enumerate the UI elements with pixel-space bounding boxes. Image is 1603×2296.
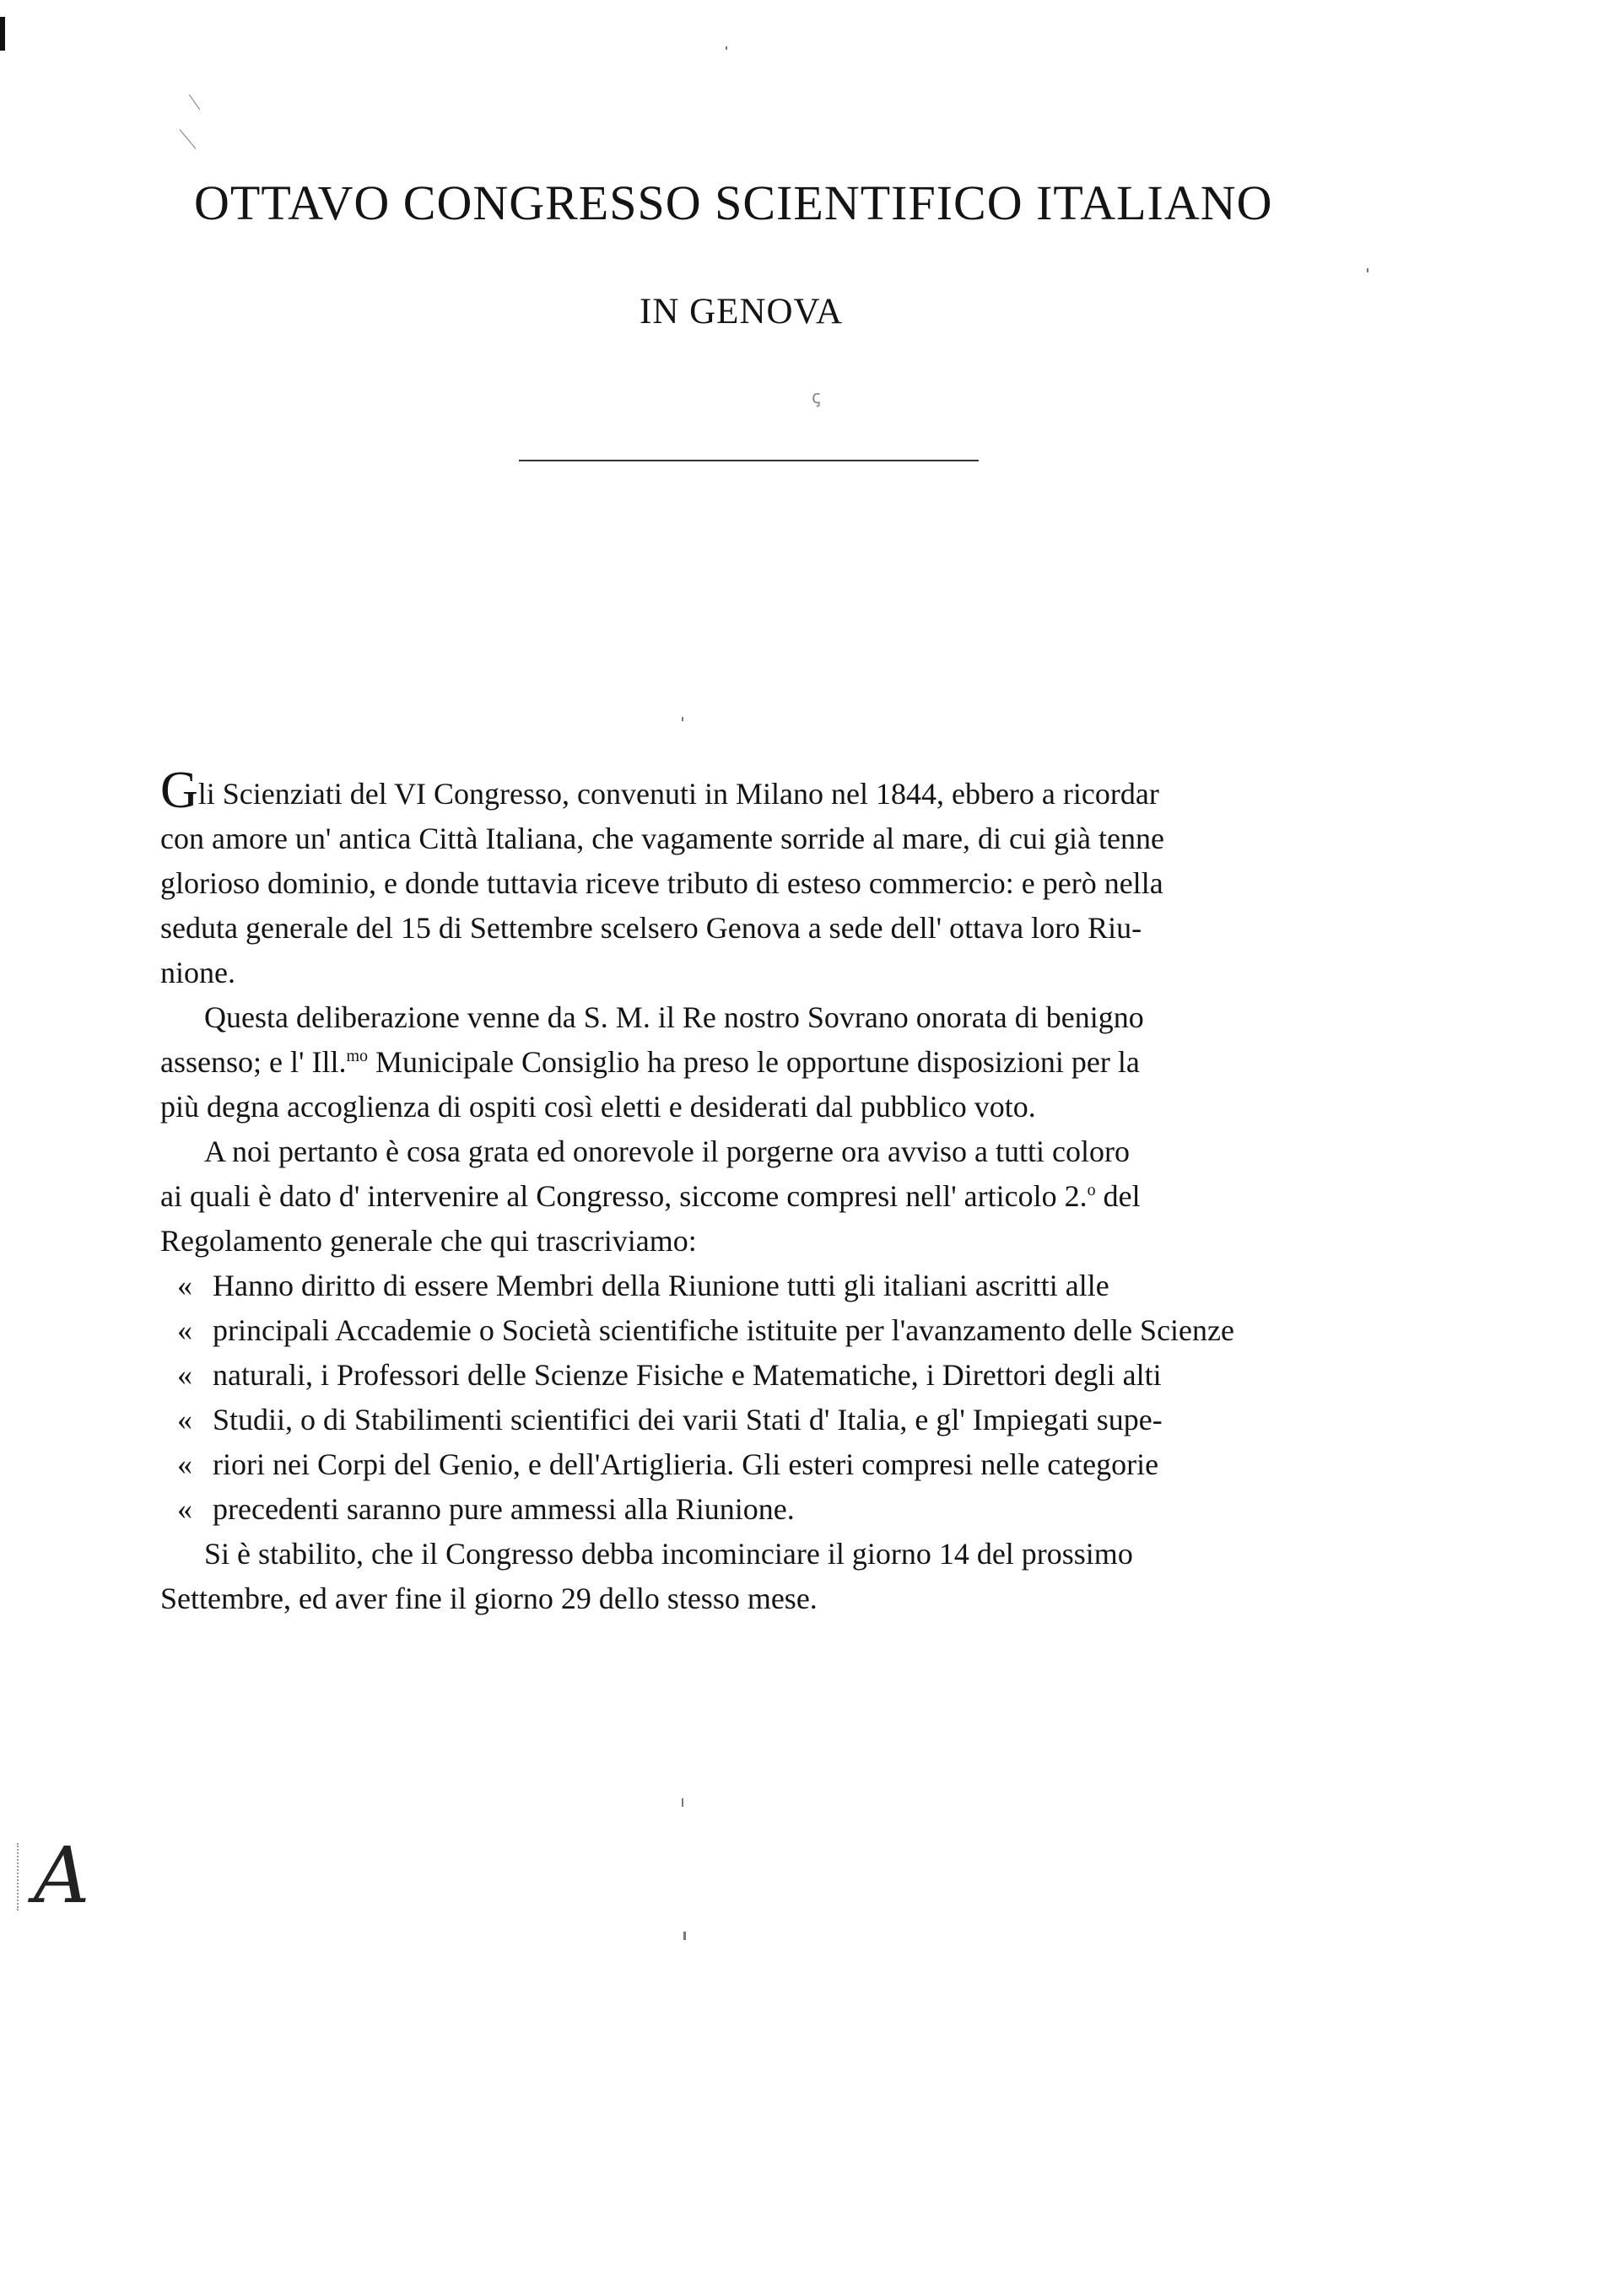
quote-mark: « (177, 1447, 192, 1481)
text-line-content: li Scienziati del VI Congresso, convenuti in Milano nel 1844, ebbero a ricordar (197, 777, 1159, 811)
text-line-content: A noi pertanto è cosa grata ed onorevole il porgerne ora avviso a tutti coloro (204, 1135, 1130, 1168)
text-line-content: Hanno diritto di essere Membri della Riunione tutti gli italiani ascritti alle (213, 1269, 1109, 1302)
text-line: più degna accoglienza di ospiti così eletti e desiderati dal pubblico voto. (160, 1090, 1036, 1124)
quote-line (160, 1353, 1341, 1398)
text-line: seduta generale del 15 di Settembre scelsero Genova a sede dell' ottava loro Riu- (160, 911, 1142, 945)
quote-mark: « (177, 1313, 192, 1347)
text-line (160, 1040, 1341, 1085)
ink-speck (682, 717, 683, 721)
text-line: nione. (160, 956, 235, 989)
paragraph-announcement (160, 762, 1341, 995)
quote-mark: « (177, 1492, 192, 1526)
text-line-content: Studii, o di Stabilimenti scientifici dei varii Stati d' Italia, e gl' Impiegati supe- (213, 1403, 1163, 1436)
text-line-content: Municipale Consiglio ha preso le opportune disposizioni per la (368, 1045, 1140, 1079)
text-line-content: ai quali è dato d' intervenire al Congresso, siccome compresi nell' articolo 2. (160, 1179, 1088, 1213)
document-subtitle: IN GENOVA (640, 292, 844, 331)
ink-speck (682, 1798, 683, 1807)
drop-cap: G (160, 762, 198, 819)
quote-line (160, 1442, 1341, 1487)
ink-speck (1367, 268, 1368, 272)
quote-line (160, 1398, 1341, 1442)
text-line-content: precedenti saranno pure ammessi alla Riunione. (213, 1492, 795, 1526)
superscript: mo (346, 1047, 369, 1065)
quote-line (160, 1487, 1341, 1532)
quote-line (160, 1308, 1341, 1353)
margin-dots (17, 1843, 20, 1911)
text-line: glorioso dominio, e donde tuttavia riceve tributo di esteso commercio: e però nella (160, 866, 1163, 900)
ink-speck (189, 94, 200, 110)
signature-mark: A (34, 1830, 90, 1921)
quote-mark: « (177, 1269, 192, 1302)
text-line-content: del (1095, 1179, 1141, 1213)
superscript: o (1087, 1181, 1096, 1199)
ink-speck (179, 129, 196, 149)
text-line-content: riori nei Corpi del Genio, e dell'Artiglieria. Gli esteri compresi nelle categorie (213, 1447, 1159, 1481)
document-body (160, 762, 1341, 1621)
ink-speck (726, 46, 727, 50)
text-line (160, 1129, 1341, 1174)
text-line: Settembre, ed aver fine il giorno 29 dello stesso mese. (160, 1582, 818, 1615)
text-line-content: Si è stabilito, che il Congresso debba incominciare il giorno 14 del prossimo (204, 1537, 1133, 1571)
text-line-content: Questa deliberazione venne da S. M. il Re nostro Sovrano onorata di benigno (204, 1000, 1144, 1034)
paragraph-royal-assent (160, 995, 1341, 1129)
rule-ornament-mark: ꞔ (812, 386, 821, 407)
text-line (160, 1174, 1341, 1219)
text-line-content: naturali, i Professori delle Scienze Fisiche e Matematiche, i Direttori degli alti (213, 1358, 1162, 1392)
title-divider (519, 460, 979, 461)
text-line-content: principali Accademie o Società scientifiche istituite per l'avanzamento delle Scienze (213, 1313, 1234, 1347)
text-line (160, 995, 1341, 1040)
paragraph-notice (160, 1129, 1341, 1264)
scan-edge-mark (0, 17, 5, 51)
quote-line (160, 1264, 1341, 1308)
text-line (160, 1532, 1341, 1576)
paragraph-dates (160, 1532, 1341, 1621)
document-title: OTTAVO CONGRESSO SCIENTIFICO ITALIANO (194, 175, 1273, 230)
ink-speck (683, 1932, 686, 1940)
text-line-content: assenso; e l' Ill. (160, 1045, 347, 1079)
text-line: Regolamento generale che qui trascriviamo: (160, 1224, 697, 1258)
text-line (160, 762, 1341, 819)
text-line: con amore un' antica Città Italiana, che vagamente sorride al mare, di cui già tenne (160, 822, 1164, 855)
regulation-quote (160, 1264, 1341, 1532)
quote-mark: « (177, 1403, 192, 1436)
quote-mark: « (177, 1358, 192, 1392)
